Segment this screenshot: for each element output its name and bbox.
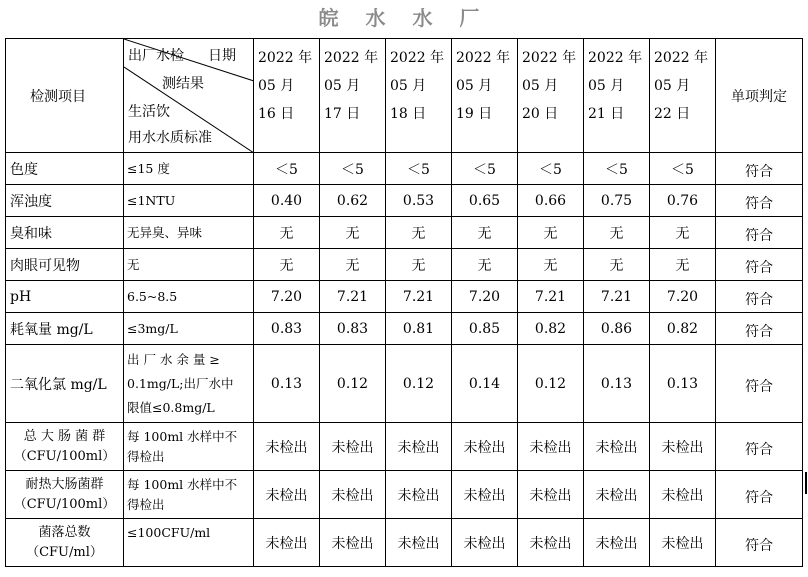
row-value: 0.83 [320,313,386,345]
row-value: 0.40 [254,185,320,217]
row-value: 未检出 [518,471,584,519]
water-quality-table [5,38,803,567]
row-value: 未检出 [386,423,452,471]
header-diag-std1: 生活饮 [128,104,170,120]
row-standard: ≤1NTU [124,185,254,217]
row-value: 未检出 [452,471,518,519]
row-value: 无 [254,217,320,249]
row-value: 无 [518,249,584,281]
header-diag-date: 日期 [208,48,236,64]
row-value: 7.21 [584,281,650,313]
row-judge: 符合 [716,153,803,185]
row-value: 无 [584,249,650,281]
row-value: 未检出 [650,471,716,519]
row-value: 无 [452,249,518,281]
row-value: 0.75 [584,185,650,217]
row-value: 0.85 [452,313,518,345]
row-standard: 无 [124,249,254,281]
row-value: 无 [254,249,320,281]
row-item: 臭和味 [6,217,124,249]
row-value: 7.21 [386,281,452,313]
row-value: 0.65 [452,185,518,217]
row-item: 菌落总数 （CFU/ml） [6,519,124,567]
row-value: ＜5 [320,153,386,185]
table-row [6,519,803,567]
row-value: 7.20 [650,281,716,313]
table-row [6,217,803,249]
row-value: 未检出 [320,423,386,471]
row-value: 未检出 [386,519,452,567]
row-value: 0.66 [518,185,584,217]
row-value: 7.20 [452,281,518,313]
row-value: 未检出 [452,519,518,567]
row-value: 未检出 [452,423,518,471]
row-value: 0.76 [650,185,716,217]
table-row [6,281,803,313]
row-value: 未检出 [518,519,584,567]
row-value: 无 [650,249,716,281]
row-item: 浑浊度 [6,185,124,217]
row-value: ＜5 [584,153,650,185]
row-value: 无 [584,217,650,249]
row-value: 0.14 [452,345,518,423]
date-col-6: 2022 年 05 月 21 日 [584,39,650,153]
row-value: 7.21 [320,281,386,313]
row-judge: 符合 [716,185,803,217]
header-judge-label: 单项判定 [716,39,803,153]
header-diag-result: 测结果 [162,76,204,92]
row-standard: 每 100ml 水样中不 得检出 [124,471,254,519]
row-value: 0.86 [584,313,650,345]
row-standard: 每 100ml 水样中不 得检出 [124,423,254,471]
row-value: 0.13 [584,345,650,423]
row-value: 0.12 [386,345,452,423]
row-standard: 出 厂 水 余 量 ≥ 0.1mg/L;出厂水中 限值≤0.8mg/L [124,345,254,423]
row-value: 未检出 [320,519,386,567]
date-col-5: 2022 年 05 月 20 日 [518,39,584,153]
row-value: 未检出 [254,471,320,519]
row-value: 无 [320,217,386,249]
row-standard: 6.5~8.5 [124,281,254,313]
row-standard: ≤3mg/L [124,313,254,345]
header-diag-std2: 用水水质标准 [128,130,212,146]
table-row [6,471,803,519]
date-col-1: 2022 年 05 月 16 日 [254,39,320,153]
row-value: 未检出 [518,423,584,471]
row-value: 未检出 [254,423,320,471]
row-judge: 符合 [716,345,803,423]
page-title: 皖 水 水 厂 [318,6,490,30]
table-row [6,345,803,423]
row-standard: 无异臭、异味 [124,217,254,249]
row-value: 0.13 [254,345,320,423]
row-value: 未检出 [584,423,650,471]
row-standard: ≤100CFU/ml [124,519,254,567]
row-value: 无 [518,217,584,249]
date-col-7: 2022 年 05 月 22 日 [650,39,716,153]
row-value: 7.21 [518,281,584,313]
row-value: 0.62 [320,185,386,217]
row-judge: 符合 [716,249,803,281]
row-value: 0.82 [518,313,584,345]
date-col-3: 2022 年 05 月 18 日 [386,39,452,153]
header-diagonal-cell [124,39,254,153]
row-value: ＜5 [452,153,518,185]
row-value: 0.12 [518,345,584,423]
row-value: ＜5 [254,153,320,185]
text-cursor [805,472,807,494]
row-value: 未检出 [254,519,320,567]
row-value: 无 [386,249,452,281]
header-diag-top: 出厂水检 [128,48,184,64]
table-row [6,185,803,217]
row-value: 0.12 [320,345,386,423]
row-value: 0.81 [386,313,452,345]
table-row [6,249,803,281]
row-judge: 符合 [716,217,803,249]
row-value: 未检出 [320,471,386,519]
row-value: 无 [452,217,518,249]
row-value: 未检出 [584,519,650,567]
row-value: 无 [650,217,716,249]
header-item-label: 检测项目 [6,39,124,153]
row-item: 耐热大肠菌群 （CFU/100ml） [6,471,124,519]
row-value: ＜5 [386,153,452,185]
table-row [6,423,803,471]
date-col-4: 2022 年 05 月 19 日 [452,39,518,153]
row-judge: 符合 [716,471,803,519]
row-judge: 符合 [716,313,803,345]
row-standard: ≤15 度 [124,153,254,185]
row-value: 未检出 [650,519,716,567]
row-item: 耗氧量 mg/L [6,313,124,345]
row-value: ＜5 [518,153,584,185]
header-row [6,39,803,153]
row-judge: 符合 [716,519,803,567]
table-row [6,313,803,345]
row-item: 二氧化氯 mg/L [6,345,124,423]
row-value: 0.82 [650,313,716,345]
row-judge: 符合 [716,281,803,313]
row-item: 总 大 肠 菌 群 （CFU/100ml） [6,423,124,471]
row-value: 0.13 [650,345,716,423]
row-value: 7.20 [254,281,320,313]
row-item: pH [6,281,124,313]
table-row [6,153,803,185]
row-judge: 符合 [716,423,803,471]
row-value: 0.53 [386,185,452,217]
date-col-2: 2022 年 05 月 17 日 [320,39,386,153]
row-value: ＜5 [650,153,716,185]
row-value: 无 [320,249,386,281]
row-item: 肉眼可见物 [6,249,124,281]
row-value: 未检出 [386,471,452,519]
row-value: 0.83 [254,313,320,345]
row-value: 未检出 [584,471,650,519]
row-value: 未检出 [650,423,716,471]
row-item: 色度 [6,153,124,185]
row-value: 无 [386,217,452,249]
